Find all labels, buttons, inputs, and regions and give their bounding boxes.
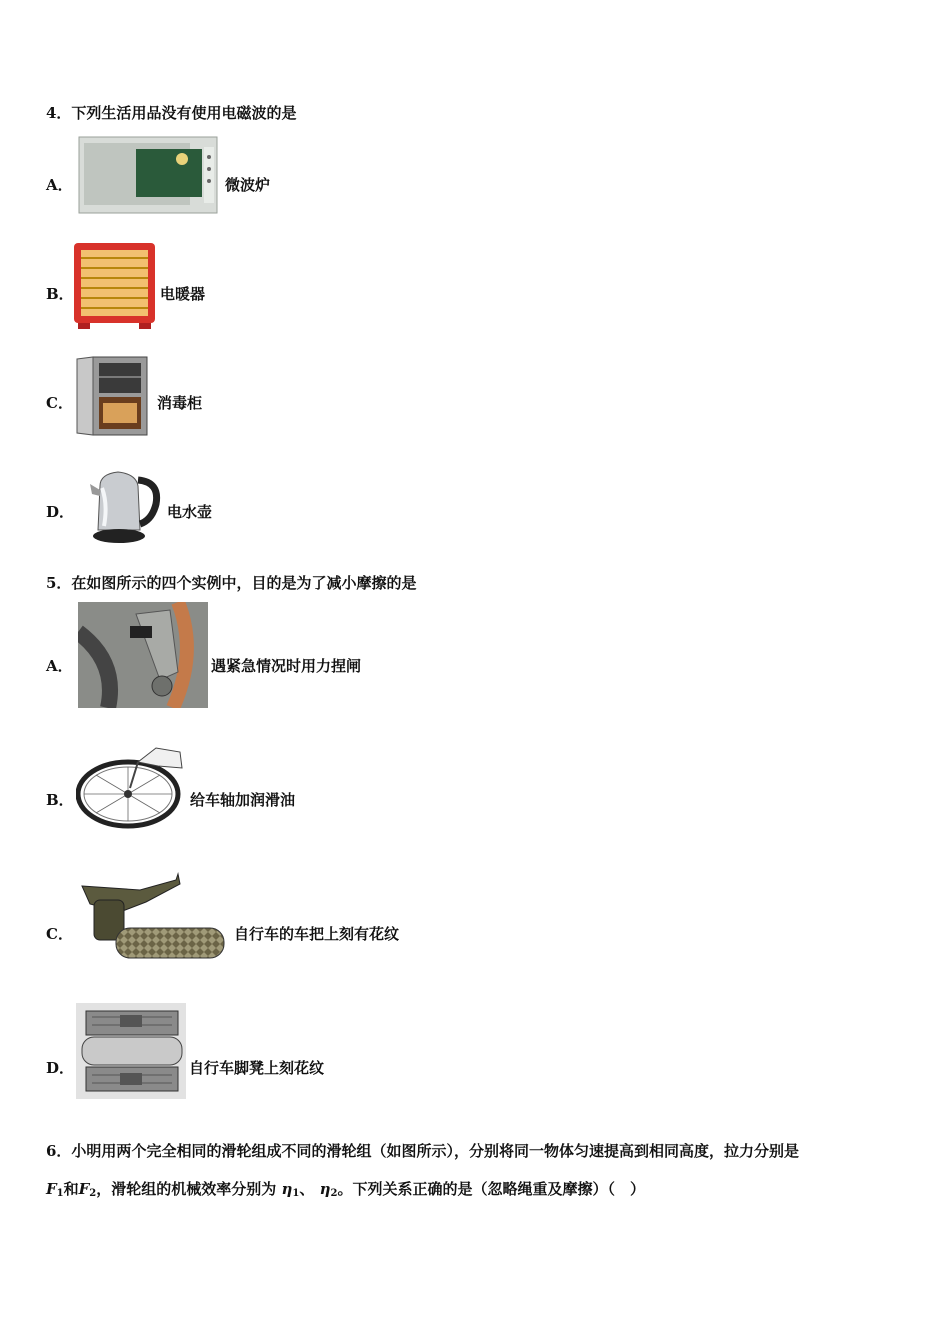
eta-subscript-1: 1 <box>292 1188 300 1199</box>
q5-option-a-text: 遇紧急情况时用力捏闸 <box>211 657 362 675</box>
efficiency-phrase: ，滑轮组的机械效率分别为 <box>96 1180 277 1198</box>
q4-option-c-letter: C． <box>46 394 73 412</box>
q5-option-d-letter: D． <box>46 1059 75 1077</box>
subscript-1: 1 <box>56 1188 64 1199</box>
question-5-title: 5．在如图所示的四个实例中，目的是为了减小摩擦的是 <box>46 574 417 592</box>
bicycle-pedal-image <box>76 1003 186 1099</box>
q4-option-b-text: 电暖器 <box>160 285 206 303</box>
question-6-tail: 。下列关系正确的是（忽略绳重及摩擦）（ ） <box>337 1180 646 1198</box>
subscript-2: 2 <box>89 1188 97 1199</box>
eta-symbol-2: η <box>319 1180 331 1198</box>
question-4-title: 4．下列生活用品没有使用电磁波的是 <box>46 104 297 122</box>
q4-option-a-text: 微波炉 <box>225 176 271 194</box>
electric-kettle-image <box>88 464 162 546</box>
q5-option-c-letter: C． <box>46 925 73 943</box>
bicycle-brake-image <box>78 602 208 708</box>
q5-option-a-letter: A． <box>46 657 73 675</box>
and-word: 和 <box>63 1180 79 1198</box>
q4-option-d-letter: D． <box>46 503 75 521</box>
q4-option-c-text: 消毒柜 <box>157 394 203 412</box>
eta-symbol-1: η <box>281 1180 293 1198</box>
disinfection-cabinet-image <box>75 355 151 437</box>
q4-option-a-letter: A． <box>46 176 73 194</box>
question-6-line-2 <box>46 1178 645 1199</box>
handlebar-grip-image <box>80 872 228 964</box>
q5-option-d-text: 自行车脚凳上刻花纹 <box>189 1059 325 1077</box>
q5-option-b-text: 给车轴加润滑油 <box>190 791 296 809</box>
separator: 、 <box>299 1180 315 1198</box>
force-symbol-2: F <box>78 1180 90 1198</box>
q5-option-c-text: 自行车的车把上刻有花纹 <box>234 925 400 943</box>
question-6-line-1: 6．小明用两个完全相同的滑轮组成不同的滑轮组（如图所示），分别将同一物体匀速提高到相同高度，拉力分别是 <box>46 1142 799 1160</box>
force-symbol-1: F <box>46 1180 57 1198</box>
electric-heater-image <box>72 240 157 330</box>
microwave-oven-image <box>78 135 220 217</box>
oiling-wheel-axle-image <box>76 742 186 830</box>
q4-option-b-letter: B． <box>46 285 74 303</box>
q4-option-d-text: 电水壶 <box>167 503 213 521</box>
eta-subscript-2: 2 <box>330 1188 338 1199</box>
q5-option-b-letter: B． <box>46 791 74 809</box>
